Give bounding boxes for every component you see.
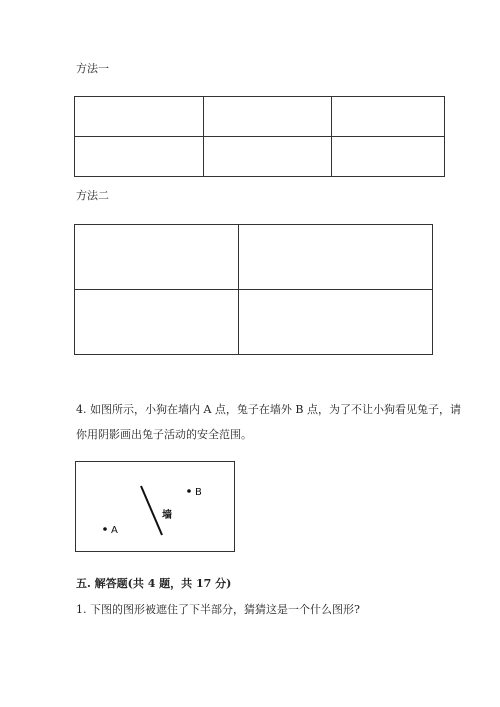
grid-cell [239,290,433,355]
wall-diagram [76,462,234,551]
grid-cell [332,137,445,177]
grid-cell [239,225,433,290]
method-two-grid [74,224,433,355]
point-a-dot [103,527,107,531]
wall-label: 墙 [162,510,172,521]
grid-cell [75,290,239,355]
question-4-figure [75,461,235,552]
grid-cell [75,97,204,137]
wall-line [141,486,162,535]
grid-cell [204,137,332,177]
grid-cell [332,97,445,137]
method-two-label: 方法二 [76,189,109,202]
point-b-label: B [195,487,202,498]
section-5-title: 五. 解答题(共 4 题，共 17 分) [76,577,232,590]
grid-cell [204,97,332,137]
question-4-line-1: 4. 如图所示，小狗在墙内 A 点，兔子在墙外 B 点，为了不让小狗看见兔子，请 [76,403,462,416]
point-a-label: A [111,525,118,536]
grid-cell [75,225,239,290]
method-one-label: 方法一 [76,62,109,75]
point-b-dot [187,489,191,493]
method-one-grid [74,96,445,177]
question-1-text: 1. 下图的图形被遮住了下半部分，猜猜这是一个什么图形? [76,603,360,616]
grid-cell [75,137,204,177]
question-4-line-2: 你用阴影画出兔子活动的安全范围。 [76,428,252,441]
